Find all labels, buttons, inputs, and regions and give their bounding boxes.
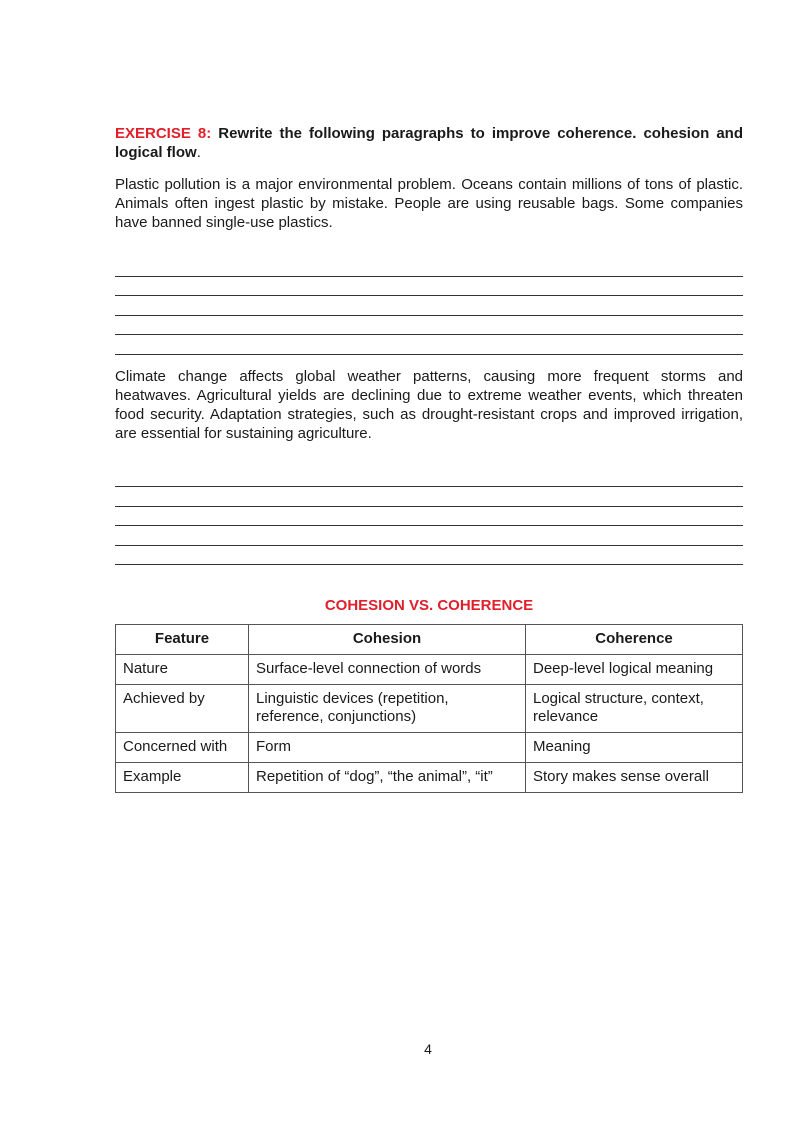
table-title: COHESION VS. COHERENCE <box>324 597 534 614</box>
table-cell: Concerned with <box>116 733 249 763</box>
table-cell: Meaning <box>526 733 743 763</box>
table-cell: Example <box>116 763 249 793</box>
comparison-table <box>115 624 743 793</box>
table-cell: Story makes sense overall <box>526 763 743 793</box>
worksheet-page <box>115 124 743 793</box>
answer-line[interactable] <box>115 277 743 297</box>
exercise-label: EXERCISE 8: <box>115 125 212 142</box>
answer-line[interactable] <box>115 316 743 336</box>
paragraph-plastic-pollution: Plastic pollution is a major environmental problem. Oceans contain millions of tons of plastic. Animals often ingest plastic by mistake. People are using reusable bags. Some companies have banned single-use plastics. <box>115 176 743 231</box>
header-coherence: Coherence <box>526 625 743 655</box>
answer-line[interactable] <box>115 546 743 566</box>
table-row <box>116 655 743 685</box>
exercise-heading <box>115 124 743 162</box>
table-cell: Achieved by <box>116 685 249 733</box>
table-cell: Nature <box>116 655 249 685</box>
page-number: 4 <box>424 1041 432 1057</box>
answer-line[interactable] <box>115 257 743 277</box>
paragraph-climate-change: Climate change affects global weather patterns, causing more frequent storms and heatwaves. Agricultural yields are declining due to extreme weather events, which threaten food security. Adaptation strategies, such as drought-resistant crops and improved irrigation, are essential for sustaining agriculture. <box>115 367 743 442</box>
table-cell: Surface-level connection of words <box>249 655 526 685</box>
table-cell: Linguistic devices (repetition, reference, conjunctions) <box>249 685 526 733</box>
table-header-row <box>116 625 743 655</box>
exercise-instruction: Rewrite the following paragraphs to improve coherence. cohesion and logical flow <box>115 125 743 161</box>
table-cell: Logical structure, context, relevance <box>526 685 743 733</box>
answer-line[interactable] <box>115 487 743 507</box>
answer-line[interactable] <box>115 507 743 527</box>
table-cell: Repetition of “dog”, “the animal”, “it” <box>249 763 526 793</box>
answer-line[interactable] <box>115 335 743 355</box>
table-row <box>116 685 743 733</box>
answer-lines-1[interactable] <box>115 245 743 355</box>
table-cell: Form <box>249 733 526 763</box>
table-row <box>116 763 743 793</box>
answer-line[interactable] <box>115 526 743 546</box>
header-cohesion: Cohesion <box>249 625 526 655</box>
table-row <box>116 733 743 763</box>
table-cell: Deep-level logical meaning <box>526 655 743 685</box>
exercise-period: . <box>196 144 201 161</box>
answer-line[interactable] <box>115 296 743 316</box>
answer-lines-2[interactable] <box>115 456 743 566</box>
answer-line[interactable] <box>115 468 743 488</box>
header-feature: Feature <box>116 625 249 655</box>
